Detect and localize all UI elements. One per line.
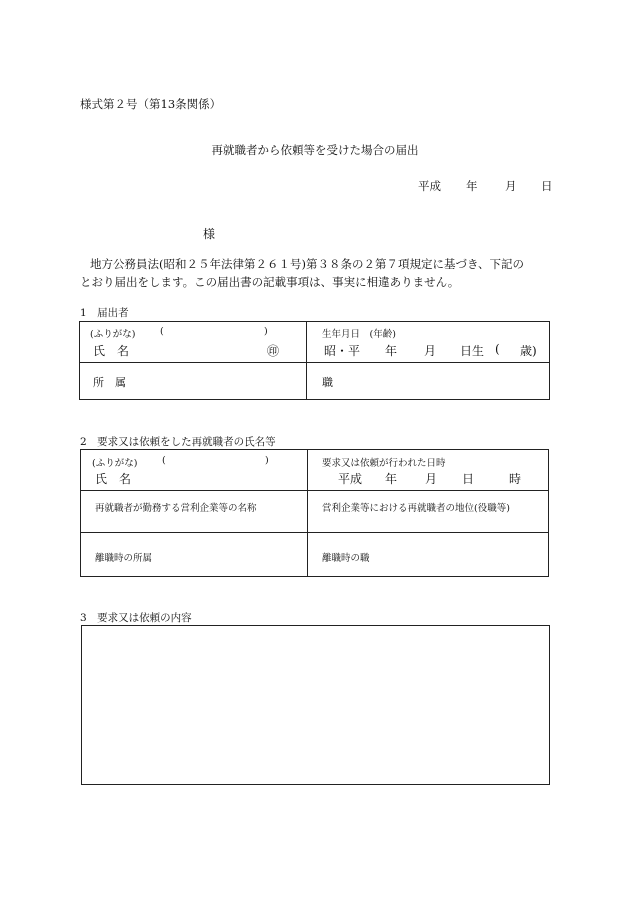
s1-affiliation-label: 所 属 xyxy=(93,376,126,389)
s1-paren-open: ( xyxy=(160,326,164,337)
s2-paren-open: ( xyxy=(162,455,166,466)
s2-day: 日 xyxy=(462,472,475,486)
section2-divider-h2 xyxy=(80,532,549,533)
addressee-suffix: 様 xyxy=(203,227,216,241)
s1-post-label: 職 xyxy=(322,376,333,389)
seal-icon: ㊞ xyxy=(267,344,280,358)
s1-age-open: ( xyxy=(495,342,500,356)
section3-content-box xyxy=(81,625,550,785)
s2-year: 年 xyxy=(385,472,398,486)
date-day: 日 xyxy=(541,179,553,193)
s2-furigana-label: (ふりがな) xyxy=(92,458,138,469)
date-era: 平成 xyxy=(418,179,441,193)
s2-former-post-label: 離職時の職 xyxy=(322,553,370,564)
s1-birth-day: 日生 xyxy=(460,344,485,358)
section3-heading: 3 要求又は依頼の内容 xyxy=(80,612,192,624)
s1-birth-label: 生年月日 (年齢) xyxy=(322,329,396,340)
s2-name-label: 氏 名 xyxy=(95,472,132,486)
s1-age-close: 歳) xyxy=(520,344,537,358)
s1-era-options: 昭・平 xyxy=(324,344,361,358)
section1-table xyxy=(79,321,550,400)
s2-paren-close: ) xyxy=(265,455,269,466)
s2-when-label: 要求又は依頼が行われた日時 xyxy=(322,458,446,469)
s1-birth-month: 月 xyxy=(424,344,437,358)
intro-line-2: とおり届出をします。この届出書の記載事項は、事実に相違ありません。 xyxy=(80,275,460,289)
s2-era: 平成 xyxy=(338,472,363,486)
section1-divider-v xyxy=(306,321,307,400)
s1-furigana-label: (ふりがな) xyxy=(90,329,136,340)
s2-company-label: 再就職者が勤務する営利企業等の名称 xyxy=(95,503,257,514)
section2-divider-h1 xyxy=(80,490,549,491)
s2-month: 月 xyxy=(425,472,438,486)
document-title: 再就職者から依頼等を受けた場合の届出 xyxy=(211,143,419,157)
section1-heading: 1 届出者 xyxy=(80,307,129,319)
intro-line-1: 地方公務員法(昭和２５年法律第２６１号)第３８条の２第７項規定に基づき、下記の xyxy=(90,257,525,271)
form-number: 様式第２号（第13条関係） xyxy=(80,97,222,111)
section2-heading: 2 要求又は依頼をした再就職者の氏名等 xyxy=(80,436,276,448)
s1-birth-year: 年 xyxy=(385,344,398,358)
s2-hour: 時 xyxy=(509,472,522,486)
intro-text xyxy=(80,255,558,291)
section2-divider-v xyxy=(307,449,308,577)
s2-position-label: 営利企業等における再就職者の地位(役職等) xyxy=(322,503,510,514)
date-month: 月 xyxy=(505,179,517,193)
date-year: 年 xyxy=(466,179,478,193)
s1-name-label: 氏 名 xyxy=(93,344,130,358)
s2-former-affiliation-label: 離職時の所属 xyxy=(95,553,153,564)
s1-paren-close: ) xyxy=(264,326,268,337)
section1-divider-h xyxy=(79,362,550,363)
